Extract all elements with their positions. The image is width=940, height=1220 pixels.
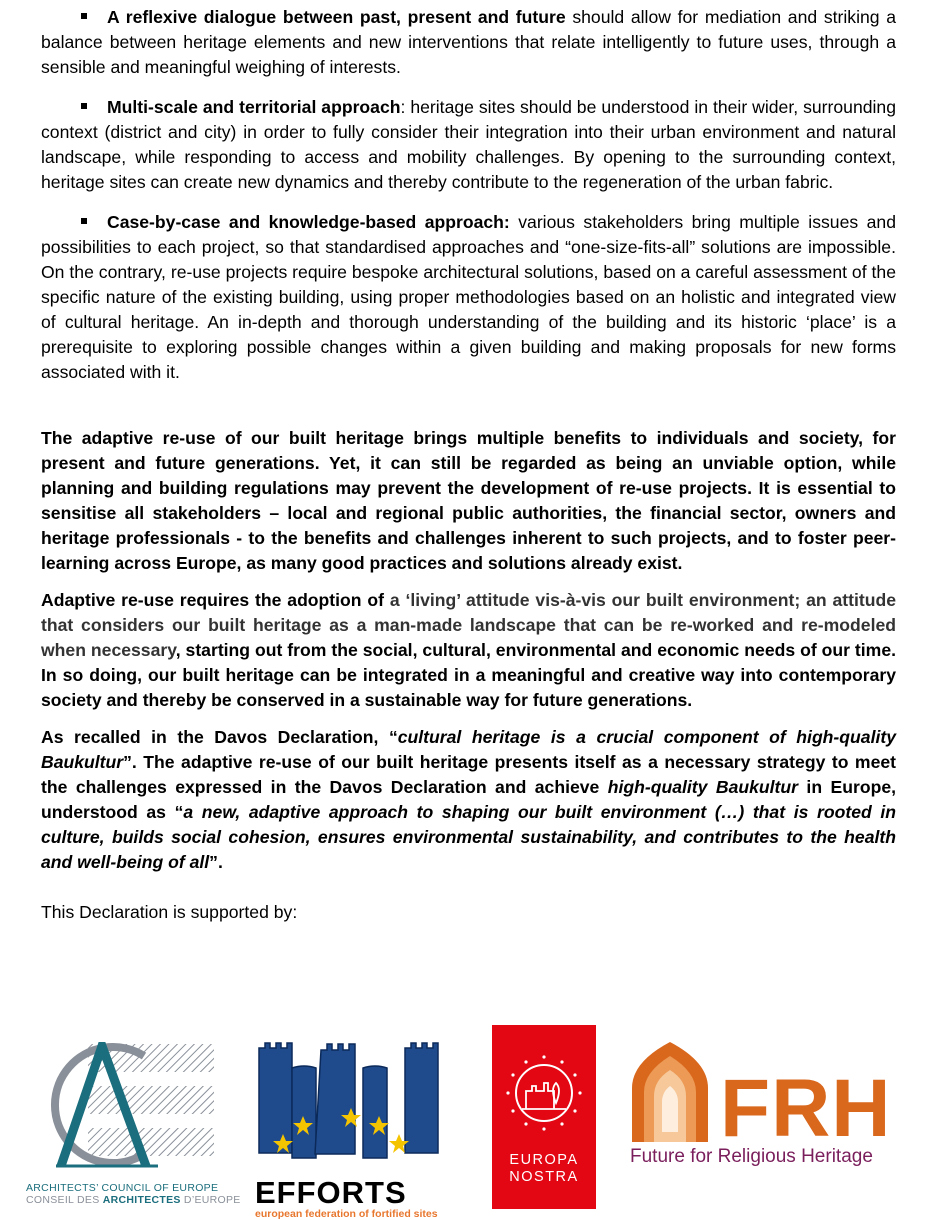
ace-logo: [26, 1042, 241, 1206]
efforts-subtitle: european federation of fortified sites: [255, 1208, 438, 1220]
bullet-marker: [81, 218, 87, 224]
quote-run: high-quality Baukultur: [607, 777, 798, 797]
bullet-title: Multi-scale and territorial approach: [107, 97, 401, 117]
ace-caption-2: [26, 1194, 241, 1206]
frh-logo: [630, 1040, 895, 1200]
ace-caption-1: ARCHITECTS’ COUNCIL OF EUROPE: [26, 1182, 219, 1194]
supporter-logos: [0, 1020, 940, 1220]
bullet-text: should allow for mediation and striking a balance between heritage elements and new interventions that relate intelligently to future uses, through a sensible and meaningful weighing of interests.: [41, 7, 897, 77]
frh-name: FRH: [720, 1063, 892, 1154]
bullet-marker: [81, 103, 87, 109]
frh-subtitle: Future for Religious Heritage: [630, 1146, 873, 1167]
efforts-logo-mark: [255, 1040, 450, 1175]
europa-nostra-emblem: [492, 1025, 596, 1135]
text-run: , starting out from the social, cultural, environmental and economic needs of our time. In so doing, our built heritage can be integrated in a meaningful and creative way into contemporary society and thereby be conserved in a sustainable way for future generations.: [41, 640, 896, 710]
text-run: As recalled in the Davos Declaration, “: [41, 727, 398, 747]
paragraph-benefits: The adaptive re-use of our built heritage brings multiple benefits to individuals and society, for present and future generations. Yet, it can still be regarded as being an unviable option, while planning and building regulations may prevent the development of re-use projects. It is essential to sensitise all stakeholders – local and regional public authorities, the financial sector, owners and heritage professionals - to the benefits and challenges inherent to such projects, and to foster peer-learning across Europe, as many good practices and solutions already exist.: [41, 428, 896, 573]
efforts-logo: [255, 1040, 450, 1220]
europa-nostra-line1: EUROPA: [509, 1152, 579, 1168]
text-run: ”. The adaptive re-use of our built heritage presents itself as a necessary strategy to meet the challenges expressed in the Davos Declaration and achieve: [41, 752, 896, 797]
bullet-marker: [81, 13, 87, 19]
text-run: Adaptive re-use requires the adoption of: [41, 590, 390, 610]
paragraph-living-attitude: [41, 588, 896, 713]
europa-nostra-line2: NOSTRA: [509, 1169, 579, 1185]
bullet-text: various stakeholders bring multiple issues and possibilities to each project, so that standardised approaches and “one-size-fits-all” solutions are impossible. On the contrary, re-use projects require bespoke architectural solutions, based on a careful assessment of the specific nature of the existing building, using proper methodologies based on an holistic and integrated view of cultural heritage. An in-depth and thorough understanding of the building and its historic ‘place’ is a prerequisite to exploring possible changes within a given building and making proposals for new forms associated with it.: [41, 212, 896, 382]
europa-nostra-logo: [492, 1025, 596, 1209]
ace-logo-mark: [26, 1042, 216, 1177]
bullet-title: Case-by-case and knowledge-based approach:: [107, 212, 510, 232]
bullet-case-by-case: [41, 210, 896, 385]
text-run: ”.: [209, 852, 223, 872]
supported-by: This Declaration is supported by:: [41, 902, 298, 922]
bullet-multiscale: [41, 95, 896, 195]
ace-caption-2a: CONSEIL DES: [26, 1194, 103, 1206]
bullet-dialogue: [41, 5, 896, 80]
quote-run: a new, adaptive approach to shaping our built environment (…) that is rooted in culture, builds social cohesion, ensures environmental sustainability, and contributes to the health and well-being of all: [41, 802, 896, 872]
bullet-title: A reflexive dialogue between past, present and future: [107, 7, 566, 27]
efforts-name: EFFORTS: [255, 1175, 407, 1210]
ace-caption-2b: ARCHITECTES: [102, 1194, 181, 1206]
highlight-run: a ‘living’ attitude vis-à-vis our built environment; an attitude that considers our built heritage as a man-made landscape that can be re-worked and re-modeled when necessary: [41, 590, 896, 660]
ace-caption-2c: D’EUROPE: [180, 1194, 241, 1206]
text-run: in Europe, understood as “: [41, 777, 896, 822]
quote-run: cultural heritage is a crucial component of high-quality Baukultur: [41, 727, 896, 772]
bullet-text: : heritage sites should be understood in their wider, surrounding context (district and city) in order to fully consider their integration into their urban environment and natural landscape, while responding to access and mobility challenges. By opening to the surrounding context, heritage sites can create new dynamics and thereby contribute to the regeneration of the urban fabric.: [41, 97, 896, 192]
paragraph-davos: [41, 725, 896, 875]
document-body: [41, 5, 896, 925]
